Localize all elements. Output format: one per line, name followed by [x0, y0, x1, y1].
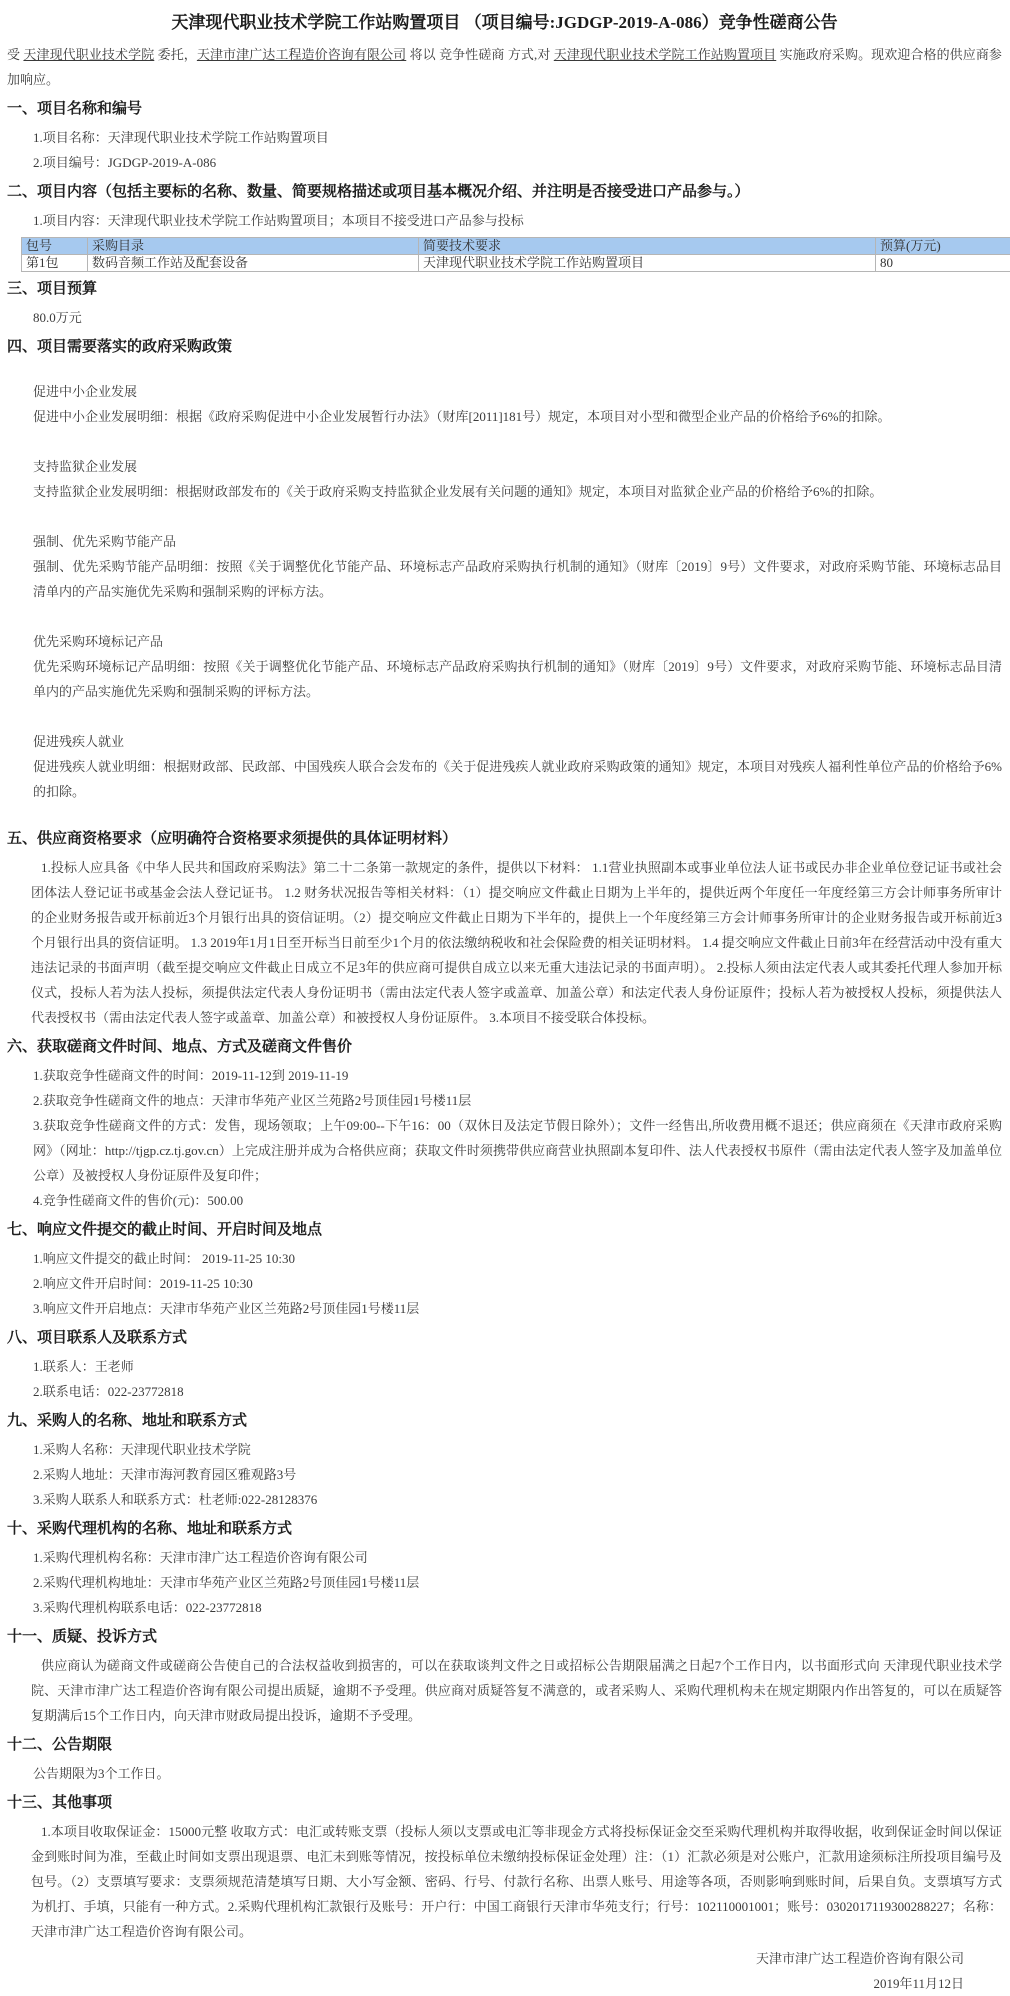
project-name-underlined: 天津现代职业技术学院工作站购置项目 [554, 47, 776, 62]
policy-label: 促进残疾人就业 [33, 729, 1002, 754]
agency-name: 1.采购代理机构名称：天津市津广达工程造价咨询有限公司 [33, 1545, 1002, 1570]
signature-date: 2019年11月12日 [7, 1971, 964, 1996]
section-2-heading: 二、项目内容（包括主要标的名称、数量、简要规格描述或项目基本概况介绍、并注明是否接受进口产品参与。） [7, 182, 1002, 203]
policy-label: 支持监狱企业发展 [33, 454, 1002, 479]
intro-text: 实施政府采购。现欢迎合格的供应商参加响应。 [7, 47, 1002, 87]
policy-detail: 促进残疾人就业明细：根据财政部、民政部、中国残疾人联合会发布的《关于促进残疾人就业政府采购政策的通知》规定，本项目对残疾人福利性单位产品的价格给予6%的扣除。 [33, 754, 1002, 804]
policy-label: 优先采购环境标记产品 [33, 629, 1002, 654]
budget-amount: 80.0万元 [33, 305, 1002, 330]
column-header-requirement: 简要技术要求 [419, 238, 876, 255]
purchaser-name-underlined: 天津现代职业技术学院 [23, 47, 154, 62]
policy-label: 强制、优先采购节能产品 [33, 529, 1002, 554]
policy-detail: 促进中小企业发展明细：根据《政府采购促进中小企业发展暂行办法》（财库[2011]181号）规定，本项目对小型和微型企业产品的价格给予6%的扣除。 [33, 404, 1002, 429]
other-matters-paragraph: 1.本项目收取保证金：15000元整 收取方式：电汇或转账支票（投标人须以支票或电汇等非现金方式将投标保证金交至采购代理机构并取得收据，收到保证金时间以保证金到账时间为准，至截止时间如支票出现退票、电汇未到账等情况，按投标单位未缴纳投标保证金处理）注：（1）汇款必须是对公账户，汇款用途须标注所投项目编号及包号。（2）支票填写要求：支票须规范清楚填写日期、大小写金额、密码、行号、付款行名称、出票人账号、用途等各项，否则影响到账时间，后果自负。支票填写方式为机打、手填，只能有一种方式。2.采购代理机构汇款银行及账号：开户行：中国工商银行天津市华苑支行；行号：102110001001；账号：0302017119300288227；名称：天津市津广达工程造价咨询有限公司。 [31, 1819, 1002, 1944]
policy-label: 促进中小企业发展 [33, 379, 1002, 404]
cell-budget: 80 [876, 255, 1010, 272]
cell-catalog: 数码音频工作站及配套设备 [88, 255, 419, 272]
section-1-heading: 一、项目名称和编号 [7, 99, 1002, 120]
complaint-paragraph: 供应商认为磋商文件或磋商公告使自己的合法权益收到损害的，可以在获取谈判文件之日或招标公告期限届满之日起7个工作日内，以书面形式向 天津现代职业技术学院、天津市津广达工程造价咨询有限公司提出质疑，逾期不予受理。供应商对质疑答复不满意的，或者采购人、采购代理机构未在规定期限内作出答复的，可以在质疑答复期满后15个工作日内，向天津市财政局提出投诉，逾期不予受理。 [31, 1653, 1002, 1728]
document-obtain-method: 3.获取竞争性磋商文件的方式：发售，现场领取；上午09:00--下午16：00（双休日及法定节假日除外）；文件一经售出,所收费用概不退还；供应商须在《天津市政府采购网》（网址：http://tjgp.cz.tj.gov.cn）上完成注册并成为合格供应商；获取文件时须携带供应商营业执照副本复印件、法人代表授权书原件（需由法定代表人签字及加盖单位公章）及被授权人身份证原件及复印件； [33, 1113, 1002, 1188]
agency-phone: 3.采购代理机构联系电话：022-23772818 [33, 1595, 1002, 1620]
agency-name-underlined: 天津市津广达工程造价咨询有限公司 [197, 47, 406, 62]
policy-detail: 优先采购环境标记产品明细：按照《关于调整优化节能产品、环境标志产品政府采购执行机制的通知》（财库〔2019〕9号）文件要求，对政府采购节能、环境标志品目清单内的产品实施优先采购和强制采购的评标方法。 [33, 654, 1002, 704]
intro-text: 受 [7, 47, 23, 62]
section-10-heading: 十、采购代理机构的名称、地址和联系方式 [7, 1519, 1002, 1540]
section-11-heading: 十一、质疑、投诉方式 [7, 1627, 1002, 1648]
column-header-budget: 预算(万元) [876, 238, 1010, 255]
section-13-heading: 十三、其他事项 [7, 1793, 1002, 1814]
policy-prison [7, 454, 1002, 504]
intro-paragraph [7, 42, 1002, 92]
section-8-heading: 八、项目联系人及联系方式 [7, 1328, 1002, 1349]
table-header-row [22, 238, 1010, 255]
purchaser-address: 2.采购人地址：天津市海河教育园区雅观路3号 [33, 1462, 1002, 1487]
section-3-heading: 三、项目预算 [7, 279, 1002, 300]
cell-package: 第1包 [22, 255, 88, 272]
contact-person: 1.联系人：王老师 [33, 1354, 1002, 1379]
announcement-period: 公告期限为3个工作日。 [33, 1761, 1002, 1786]
page-title: 天津现代职业技术学院工作站购置项目 （项目编号:JGDGP-2019-A-086）竞争性磋商公告 [7, 10, 1002, 36]
agency-address: 2.采购代理机构地址：天津市华苑产业区兰苑路2号顶佳园1号楼11层 [33, 1570, 1002, 1595]
policy-detail: 支持监狱企业发展明细：根据财政部发布的《关于政府采购支持监狱企业发展有关问题的通知》规定，本项目对监狱企业产品的价格给予6%的扣除。 [33, 479, 1002, 504]
section-5-heading: 五、供应商资格要求（应明确符合资格要求须提供的具体证明材料） [7, 829, 1002, 850]
purchaser-name: 1.采购人名称：天津现代职业技术学院 [33, 1437, 1002, 1462]
response-open-place: 3.响应文件开启地点：天津市华苑产业区兰苑路2号顶佳园1号楼11层 [33, 1296, 1002, 1321]
section-7-heading: 七、响应文件提交的截止时间、开启时间及地点 [7, 1220, 1002, 1241]
document-obtain-time: 1.获取竞争性磋商文件的时间：2019-11-12到 2019-11-19 [33, 1063, 1002, 1088]
project-content-item: 1.项目内容：天津现代职业技术学院工作站购置项目；本项目不接受进口产品参与投标 [33, 208, 1002, 233]
contact-phone: 2.联系电话：022-23772818 [33, 1379, 1002, 1404]
response-deadline: 1.响应文件提交的截止时间： 2019-11-25 10:30 [33, 1246, 1002, 1271]
document-price: 4.竞争性磋商文件的售价(元)：500.00 [33, 1188, 1002, 1213]
signature-company: 天津市津广达工程造价咨询有限公司 [7, 1946, 964, 1971]
policy-detail: 强制、优先采购节能产品明细：按照《关于调整优化节能产品、环境标志产品政府采购执行机制的通知》（财库〔2019〕9号）文件要求，对政府采购节能、环境标志品目清单内的产品实施优先采购和强制采购的评标方法。 [33, 554, 1002, 604]
section-12-heading: 十二、公告期限 [7, 1735, 1002, 1756]
signature-block [7, 1946, 1002, 1996]
supplier-qualification-paragraph: 1.投标人应具备《中华人民共和国政府采购法》第二十二条第一款规定的条件，提供以下材料： 1.1营业执照副本或事业单位法人证书或民办非企业单位登记证书或社会团体法人登记证书或基金会法人登记证书。 1.2 财务状况报告等相关材料：（1）提交响应文件截止日期为上半年的，提供近两个年度任一年度经第三方会计师事务所审计的企业财务报告或开标前近3个月银行出具的资信证明。（2）提交响应文件截止日期为下半年的，提供上一个年度经第三方会计师事务所审计的企业财务报告或开标前近3个月银行出具的资信证明。 1.3 2019年1月1日至开标当日前至少1个月的依法缴纳税收和社会保险费的相关证明材料。 1.4 提交响应文件截止日前3年在经营活动中没有重大违法记录的书面声明（截至提交响应文件截止日成立不足3年的供应商可提供自成立以来无重大违法记录的书面声明）。 2.投标人须由法定代表人或其委托代理人参加开标仪式，投标人若为法人投标，须提供法定代表人身份证明书（需由法定代表人签字或盖章、加盖公章）和法定代表人身份证原件；投标人若为被授权人投标，须提供法人代表授权书（需由法定代表人签字或盖章、加盖公章）和被授权人身份证原件。 3.本项目不接受联合体投标。 [31, 855, 1002, 1030]
table-row [22, 255, 1010, 272]
column-header-catalog: 采购目录 [88, 238, 419, 255]
policy-energy-saving [7, 529, 1002, 604]
project-name-item: 1.项目名称：天津现代职业技术学院工作站购置项目 [33, 125, 1002, 150]
section-6-heading: 六、获取磋商文件时间、地点、方式及磋商文件售价 [7, 1037, 1002, 1058]
package-table [21, 237, 1010, 272]
policy-disabled-employment [7, 729, 1002, 804]
purchaser-contact: 3.采购人联系人和联系方式：杜老师:022-28128376 [33, 1487, 1002, 1512]
response-open-time: 2.响应文件开启时间：2019-11-25 10:30 [33, 1271, 1002, 1296]
intro-text: 委托， [154, 47, 197, 62]
section-4-heading: 四、项目需要落实的政府采购政策 [7, 337, 1002, 358]
project-number-item: 2.项目编号：JGDGP-2019-A-086 [33, 150, 1002, 175]
column-header-package: 包号 [22, 238, 88, 255]
cell-requirement: 天津现代职业技术学院工作站购置项目 [419, 255, 876, 272]
policy-sme [7, 379, 1002, 429]
policy-environment-label [7, 629, 1002, 704]
document-obtain-place: 2.获取竞争性磋商文件的地点：天津市华苑产业区兰苑路2号顶佳园1号楼11层 [33, 1088, 1002, 1113]
section-9-heading: 九、采购人的名称、地址和联系方式 [7, 1411, 1002, 1432]
intro-text: 将以 竞争性磋商 方式,对 [406, 47, 554, 62]
